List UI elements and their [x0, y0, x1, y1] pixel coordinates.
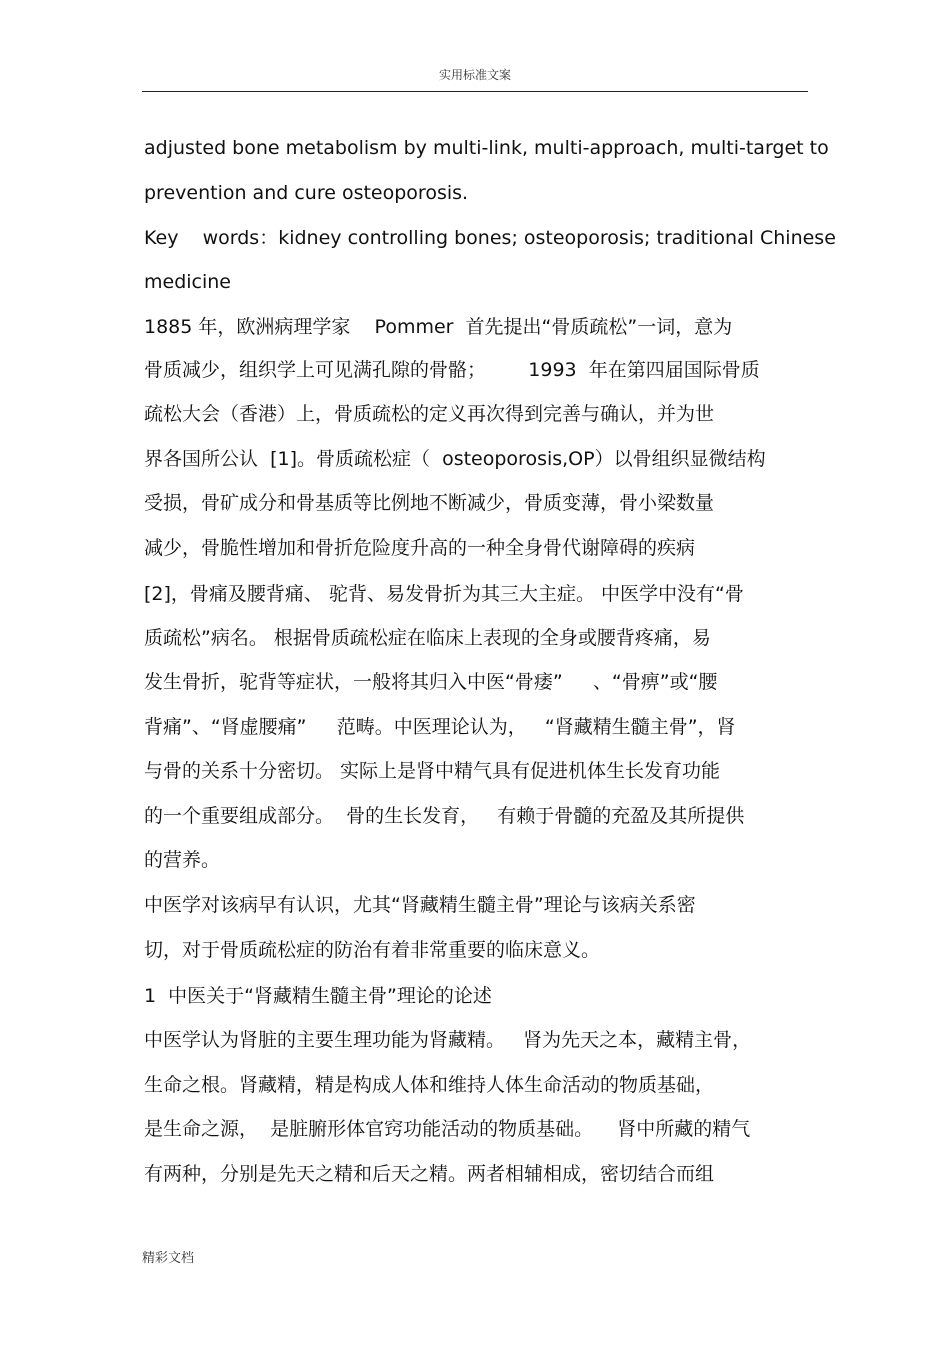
text-line: 疏松大会（香港）上，骨质疏松的定义再次得到完善与确认，并为世 — [144, 403, 715, 425]
text-line: medicine — [144, 271, 231, 293]
page-header: 实用标准文案 — [438, 68, 511, 82]
text-line: 背痛”、“肾虚腰痛” 范畴。中医理论认为， “肾藏精生髓主骨”，肾 — [144, 716, 736, 738]
text-line: 生命之根。肾藏精，精是构成人体和维持人体生命活动的物质基础， — [144, 1074, 715, 1096]
text-line: adjusted bone metabolism by multi-link, multi-approach, multi-target to — [144, 137, 829, 159]
text-line: 中医学认为肾脏的主要生理功能为肾藏精。 肾为先天之本，藏精主骨， — [144, 1029, 752, 1051]
text-line: 1885 年，欧洲病理学家 Pommer 首先提出“骨质疏松”一词，意为 — [144, 316, 733, 338]
text-line: 受损，骨矿成分和骨基质等比例地不断减少，骨质变薄，骨小梁数量 — [144, 492, 715, 514]
text-line: 质疏松”病名。 根据骨质疏松症在临床上表现的全身或腰背疼痛，易 — [144, 627, 711, 649]
text-line: prevention and cure osteoporosis. — [144, 182, 469, 204]
text-line: 切，对于骨质疏松症的防治有着非常重要的临床意义。 — [144, 939, 601, 961]
text-line: [2]，骨痛及腰背痛、 驼背、易发骨折为其三大主症。 中医学中没有“骨 — [144, 583, 744, 605]
page-footer: 精彩文档 — [142, 1251, 195, 1266]
text-line: 的营养。 — [144, 849, 221, 871]
text-line: 1 中医关于“肾藏精生髓主骨”理论的论述 — [144, 985, 492, 1007]
text-line: 的一个重要组成部分。 骨的生长发育， 有赖于骨髓的充盈及其所提供 — [144, 805, 745, 827]
text-line: Key words：kidney controlling bones; osteoporosis; traditional Chinese — [144, 227, 836, 249]
text-line: 与骨的关系十分密切。 实际上是肾中精气具有促进机体生长发育功能 — [144, 760, 721, 782]
header-rule — [142, 91, 808, 92]
text-line: 界各国所公认 [1]。骨质疏松症（ osteoporosis,OP）以骨组织显微结构 — [144, 448, 766, 470]
text-line: 发生骨折，驼背等症状，一般将其归入中医“骨痿” 、“骨痹”或“腰 — [144, 671, 718, 693]
text-line: 有两种，分别是先天之精和后天之精。两者相辅相成，密切结合而组 — [144, 1163, 715, 1185]
text-line: 减少，骨脆性增加和骨折危险度升高的一种全身骨代谢障碍的疾病 — [144, 537, 696, 559]
text-line: 中医学对该病早有认识，尤其“肾藏精生髓主骨”理论与该病关系密 — [144, 894, 696, 916]
text-line: 是生命之源， 是脏腑形体官窍功能活动的物质基础。 肾中所藏的精气 — [144, 1118, 751, 1140]
text-line: 骨质减少，组织学上可见满孔隙的骨骼； 1993 年在第四届国际骨质 — [144, 359, 760, 381]
